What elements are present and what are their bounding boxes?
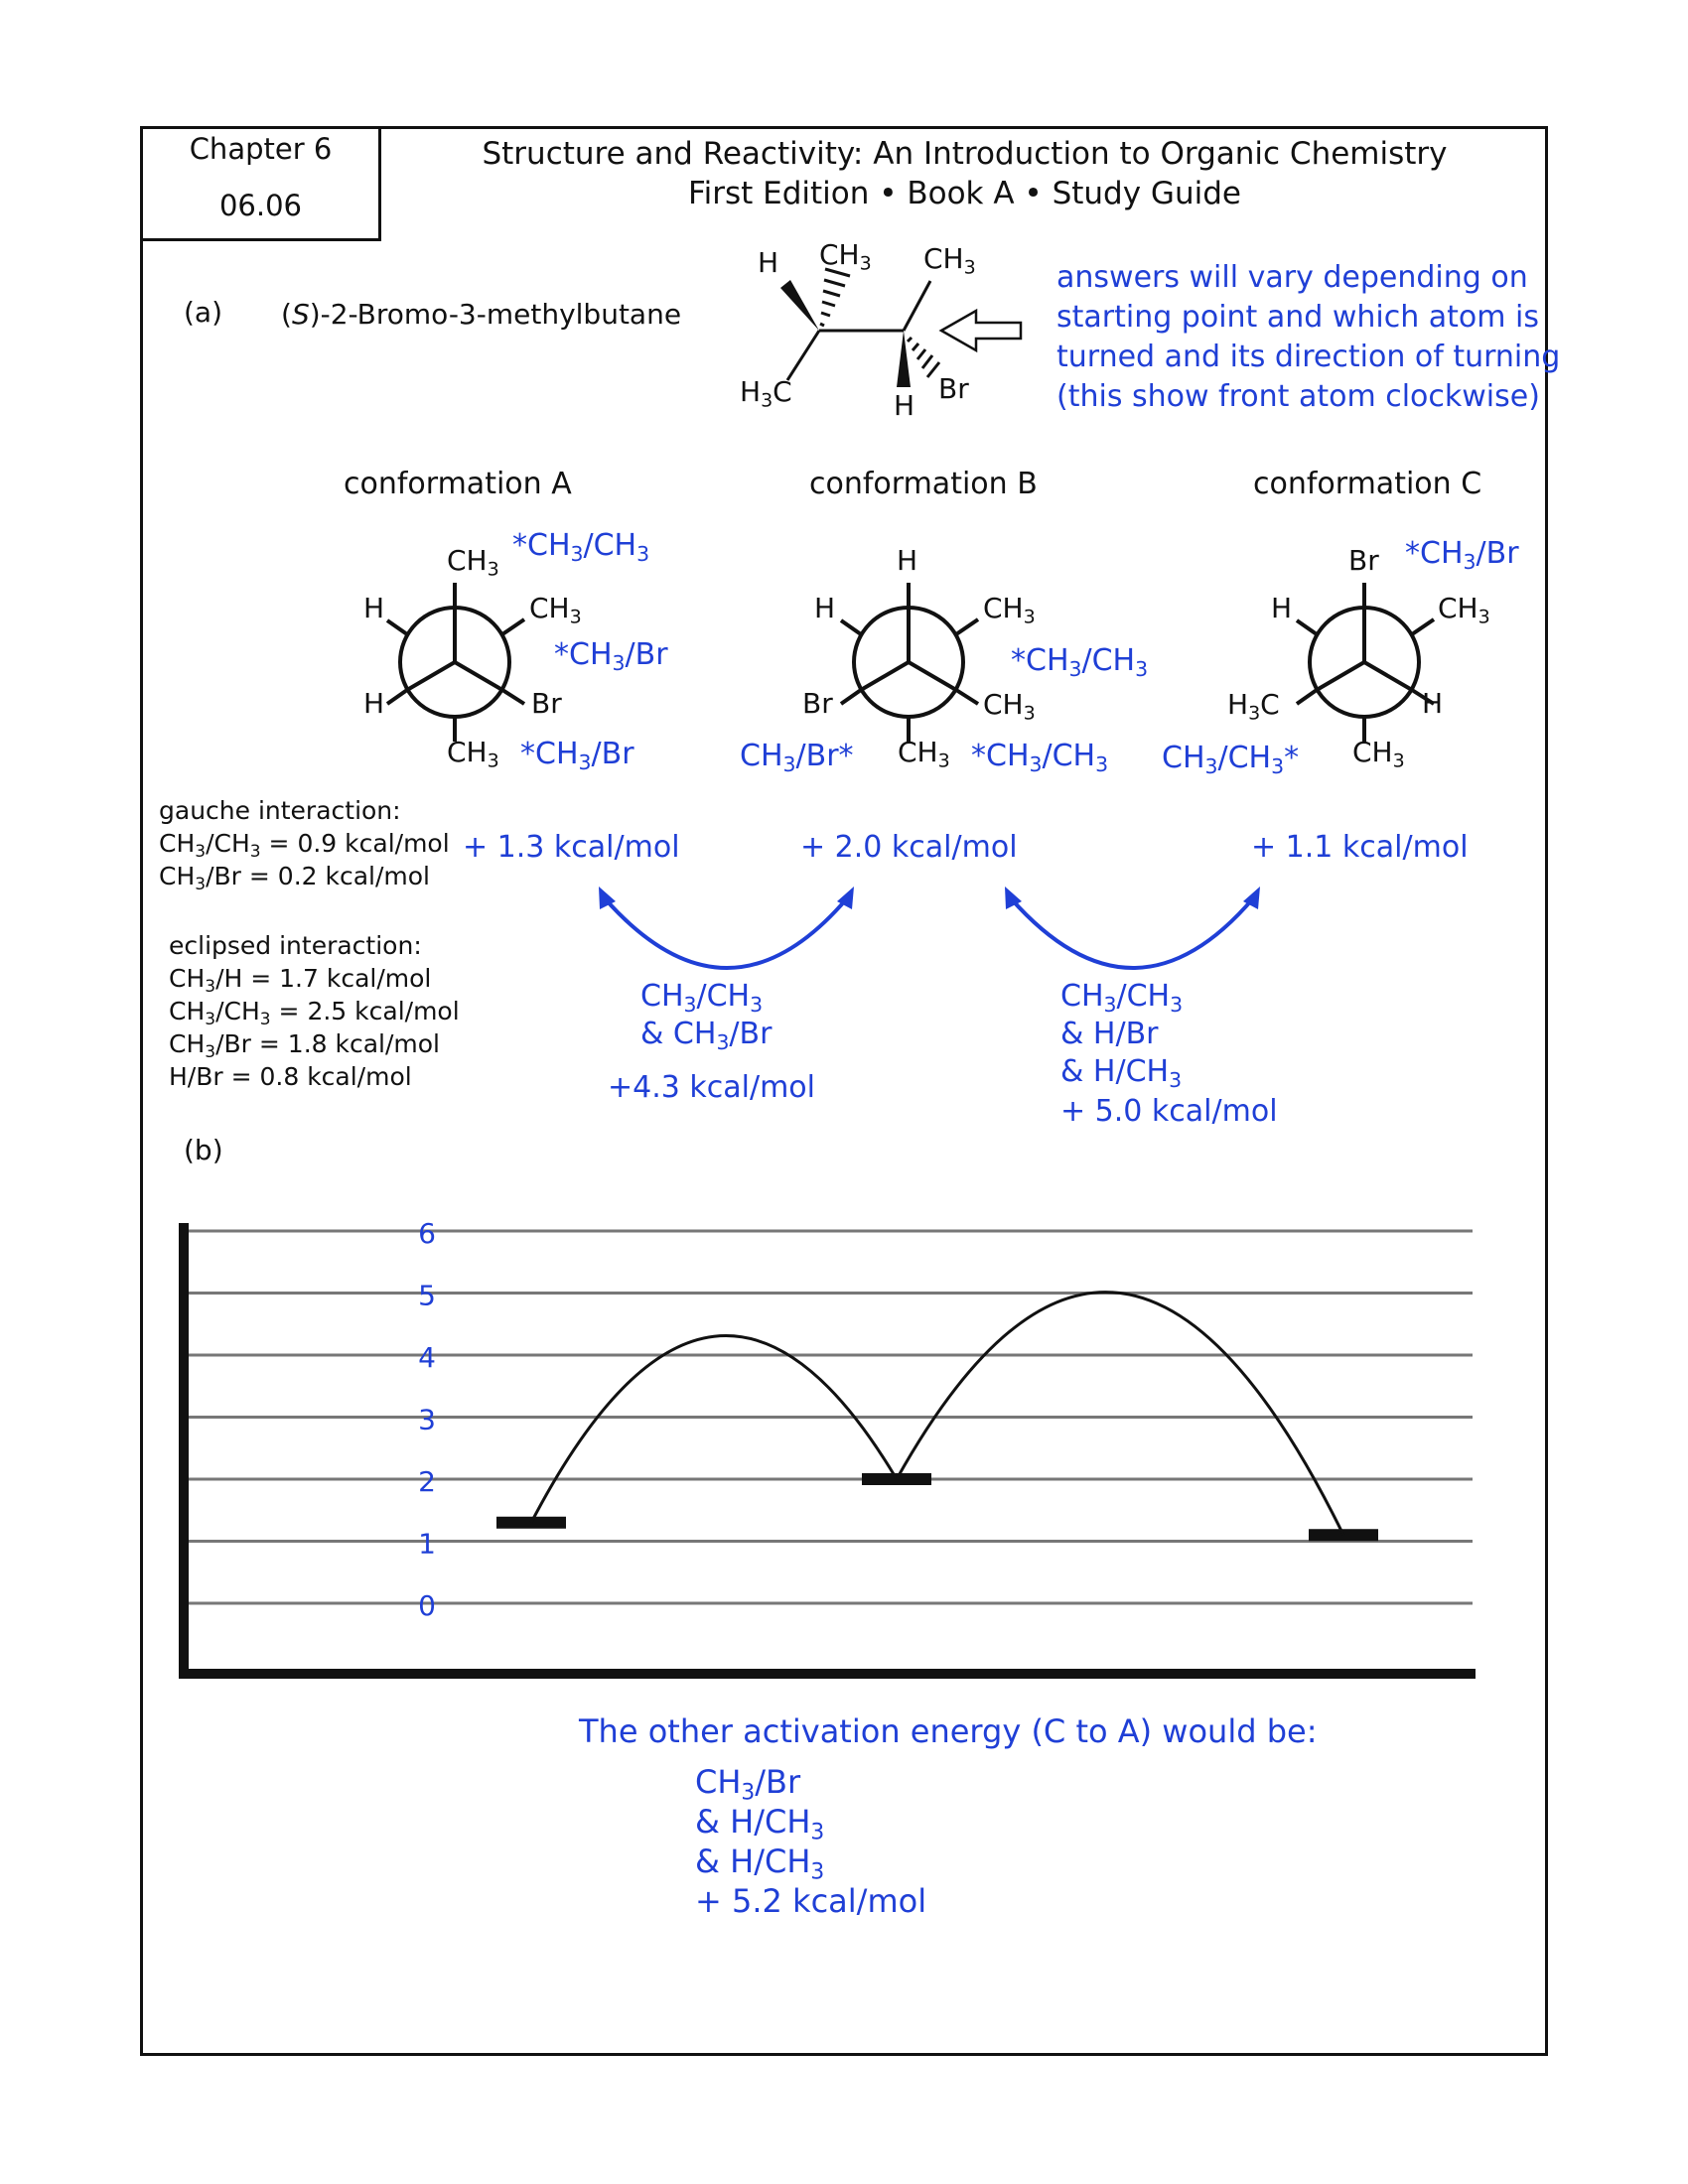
transition-bc-line: & H/Br	[1060, 1017, 1159, 1051]
newman-a-bottom: $CH_3$	[447, 736, 499, 772]
interaction-annotation: $CH_3/Br*$	[740, 739, 854, 777]
energy-value: + 1.3 kcal/mol	[463, 830, 680, 865]
newman-a-lower-left: H	[363, 687, 385, 720]
atom-ch3: $CH_3$	[819, 238, 872, 275]
transition-ab-line: $CH_3/CH_3$	[640, 979, 764, 1018]
transition-bc-energy: + 5.0 kcal/mol	[1060, 1094, 1278, 1129]
eclipsed-line: $CH_3/H = 1.7$ kcal/mol	[169, 964, 432, 998]
eclipsed-line: $CH_3/CH_3 = 2.5$ kcal/mol	[169, 997, 460, 1030]
gauche-heading: gauche interaction:	[159, 796, 401, 825]
atom-h: H	[758, 246, 779, 279]
newman-c-lower-right: H	[1422, 687, 1444, 720]
y-tick-label: 3	[418, 1403, 436, 1436]
footer-line: & $H/CH_3$	[695, 1843, 825, 1885]
gauche-line: $CH_3/CH_3 = 0.9$ kcal/mol	[159, 829, 450, 863]
newman-c-lower-left: $H_3C$	[1227, 688, 1280, 725]
energy-value: + 1.1 kcal/mol	[1251, 830, 1469, 865]
atom-ch3: $CH_3$	[923, 242, 976, 279]
newman-a-lower-right: Br	[531, 687, 562, 720]
energy-value: + 2.0 kcal/mol	[800, 830, 1018, 865]
y-tick-label: 2	[418, 1465, 436, 1498]
answer-note-line: turned and its direction of turning	[1056, 340, 1561, 374]
eclipsed-line: H/Br = 0.8 kcal/mol	[169, 1062, 412, 1091]
y-tick-label: 4	[418, 1341, 436, 1374]
newman-a-upper-right: $CH_3$	[529, 592, 582, 628]
interaction-annotation: $*CH_3/Br$	[1405, 536, 1519, 575]
part-b-label: (b)	[184, 1134, 223, 1166]
atom-h3c: $H_3C$	[740, 375, 792, 412]
newman-b-bottom: $CH_3$	[898, 736, 950, 772]
interaction-annotation: $*CH_3/CH_3$	[1011, 643, 1149, 682]
footer-heading: The other activation energy (C to A) would be:	[579, 1712, 1318, 1750]
answer-note-line: (this show front atom clockwise)	[1056, 379, 1540, 414]
atom-h: H	[894, 389, 915, 422]
interaction-annotation: $CH_3/CH_3*$	[1162, 741, 1300, 779]
newman-b-upper-left: H	[814, 592, 836, 624]
atom-br: Br	[938, 372, 969, 405]
newman-a-top: $CH_3$	[447, 544, 499, 581]
transition-bc-line: $CH_3/CH_3$	[1060, 979, 1184, 1018]
barrier-curve	[897, 1293, 1343, 1536]
y-tick-label: 5	[418, 1279, 436, 1312]
newman-c-upper-right: $CH_3$	[1438, 592, 1490, 628]
transition-ab-energy: +4.3 kcal/mol	[608, 1070, 815, 1105]
interaction-annotation: $*CH_3/CH_3$	[971, 739, 1109, 777]
y-tick-label: 1	[418, 1527, 436, 1561]
footer-line: $CH_3/Br$	[695, 1763, 801, 1806]
eclipsed-line: $CH_3/Br = 1.8$ kcal/mol	[169, 1029, 440, 1063]
chapter-label: Chapter 6	[189, 132, 333, 166]
eclipsed-heading: eclipsed interaction:	[169, 931, 422, 960]
interaction-annotation: $*CH_3/CH_3$	[512, 528, 650, 567]
answer-note-line: starting point and which atom is	[1056, 300, 1539, 335]
conformation-label: conformation C	[1253, 467, 1482, 501]
gauche-line: $CH_3/Br = 0.2$ kcal/mol	[159, 862, 430, 895]
newman-b-top: H	[897, 544, 918, 577]
y-tick-label: 0	[418, 1589, 436, 1622]
newman-c-bottom: $CH_3$	[1352, 736, 1405, 772]
footer-line: & $H/CH_3$	[695, 1803, 825, 1845]
interaction-annotation: $*CH_3/Br$	[520, 737, 634, 775]
conformation-label: conformation A	[344, 467, 572, 501]
compound-name: (S)-2-Bromo-3-methylbutane	[281, 298, 682, 331]
section-number: 06.06	[218, 189, 303, 222]
y-tick-label: 6	[418, 1217, 436, 1250]
footer-energy: + 5.2 kcal/mol	[695, 1882, 927, 1920]
answer-note-line: answers will vary depending on	[1056, 260, 1528, 295]
newman-b-lower-right: $CH_3$	[983, 688, 1036, 725]
book-subtitle: First Edition • Book A • Study Guide	[688, 176, 1241, 211]
newman-c-top: Br	[1348, 544, 1379, 577]
transition-ab-line: & $CH_3/Br$	[640, 1017, 773, 1055]
interaction-annotation: $*CH_3/Br$	[554, 637, 668, 676]
conformation-label: conformation B	[809, 467, 1038, 501]
barrier-curve	[531, 1336, 897, 1523]
newman-a-upper-left: H	[363, 592, 385, 624]
book-title: Structure and Reactivity: An Introduction to Organic Chemistry	[482, 136, 1448, 172]
part-a-label: (a)	[184, 296, 223, 329]
newman-c-upper-left: H	[1271, 592, 1293, 624]
newman-b-lower-left: Br	[802, 687, 833, 720]
newman-b-upper-right: $CH_3$	[983, 592, 1036, 628]
transition-bc-line: & $H/CH_3$	[1060, 1054, 1183, 1093]
